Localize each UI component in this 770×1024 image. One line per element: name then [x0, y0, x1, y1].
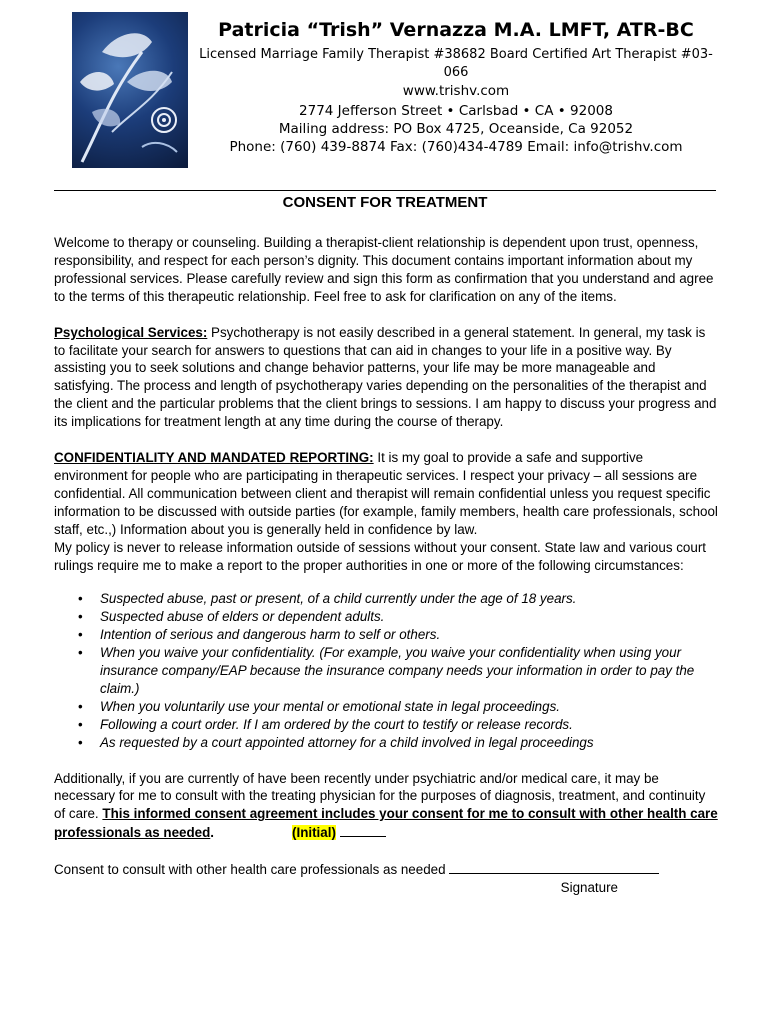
street-address: 2774 Jefferson Street • Carlsbad • CA • 92008	[299, 103, 613, 119]
website-line: www.trishv.com	[402, 83, 510, 99]
flower-artwork-icon	[72, 12, 188, 168]
reporting-circumstances-list	[54, 590, 718, 751]
confidentiality-heading: CONFIDENTIALITY AND MANDATED REPORTING:	[54, 450, 374, 466]
psych-services-text: Psychotherapy is not easily described in a general statement. In general, my task is to facilitate your search for answers to questions that can aid in changes to your life in a positive way. By assisting you to seek solutions and change behavior patterns, your life may be more manageable and satisfying. The process and length of psychotherapy varies depending on the personalities of the therapist and the client and the particular problems that the client brings to sessions. I am happy to discuss your progress and its implications for treatment length at any time during the course of therapy.	[54, 324, 717, 430]
psych-services-paragraph	[54, 324, 718, 431]
initial-field[interactable]	[340, 823, 386, 837]
mailing-address: Mailing address: PO Box 4725, Oceanside, Ca 92052	[278, 121, 634, 137]
additional-paragraph	[54, 770, 718, 843]
document-body	[54, 234, 718, 897]
letterhead	[196, 18, 716, 156]
contact-line: Phone: (760) 439-8874 Fax: (760)434-4789 Email: info@trishv.com	[229, 139, 683, 155]
header-artwork-logo	[72, 12, 188, 168]
list-item: • As requested by a court appointed attorney for a child involved in legal proceedings	[100, 734, 718, 752]
confidentiality-paragraph	[54, 449, 718, 539]
list-item: • Suspected abuse, past or present, of a child currently under the age of 18 years.	[100, 590, 718, 608]
header-divider	[54, 190, 716, 191]
license-line: Licensed Marriage Family Therapist #38682 Board Certified Art Therapist #03-066	[199, 47, 713, 80]
list-item: • Suspected abuse of elders or dependent adults.	[100, 608, 718, 626]
additional-text: Additionally, if you are currently of have been recently under psychiatric and/or medical care, it may be necessary for me to consult with the treating physician for the purposes of diagnosis, treatment, and continuity of care.	[54, 770, 706, 822]
consent-text: Consent to consult with other health care professionals as needed	[54, 862, 450, 878]
list-item: • Following a court order. If I am ordered by the court to testify or release records.	[100, 716, 718, 734]
list-item: • When you voluntarily use your mental or emotional state in legal proceedings.	[100, 698, 718, 716]
document-title: CONSENT FOR TREATMENT	[282, 194, 488, 211]
list-item: • When you waive your confidentiality. (For example, you waive your confidentiality when using your insurance company/EAP because the insurance company needs your information in order to pay the claim.)	[100, 644, 718, 698]
initial-label: (Initial)	[292, 825, 336, 841]
therapist-name: Patricia “Trish” Vernazza M.A. LMFT, ATR-BC	[218, 19, 694, 41]
signature-field[interactable]	[449, 860, 659, 874]
consent-statement: This informed consent agreement includes your consent for me to consult with other health care professionals as needed	[54, 806, 718, 841]
confidentiality-text: It is my goal to provide a safe and supportive environment for people who are participating in therapeutic services. I respect your privacy – all sessions are confidential. All communication between client and therapist will remain confidential unless you request specific information to be discussed with outside parties (for example, family members, health care professionals, school staff, etc.,) Information about you is generally held in confidence by law.	[54, 450, 718, 537]
psych-services-heading: Psychological Services:	[54, 324, 208, 340]
intro-paragraph: Welcome to therapy or counseling. Building a therapist-client relationship is dependent upon trust, openness, responsibility, and respect for each person’s dignity. This document contains important information about my professional services. Please carefully review and sign this form as confirmation that you understand and agree to the terms of this therapeutic relationship. Feel free to ask for clarification on any of the items.	[54, 235, 714, 304]
consent-period: .	[210, 825, 215, 841]
policy-paragraph: My policy is never to release information outside of sessions without your consent. State law and various court rulings require me to make a report to the proper authorities in one or more of the following circumstances:	[54, 539, 707, 573]
signature-label: Signature	[560, 880, 618, 896]
consent-line	[54, 860, 718, 879]
list-item: • Intention of serious and dangerous harm to self or others.	[100, 626, 718, 644]
